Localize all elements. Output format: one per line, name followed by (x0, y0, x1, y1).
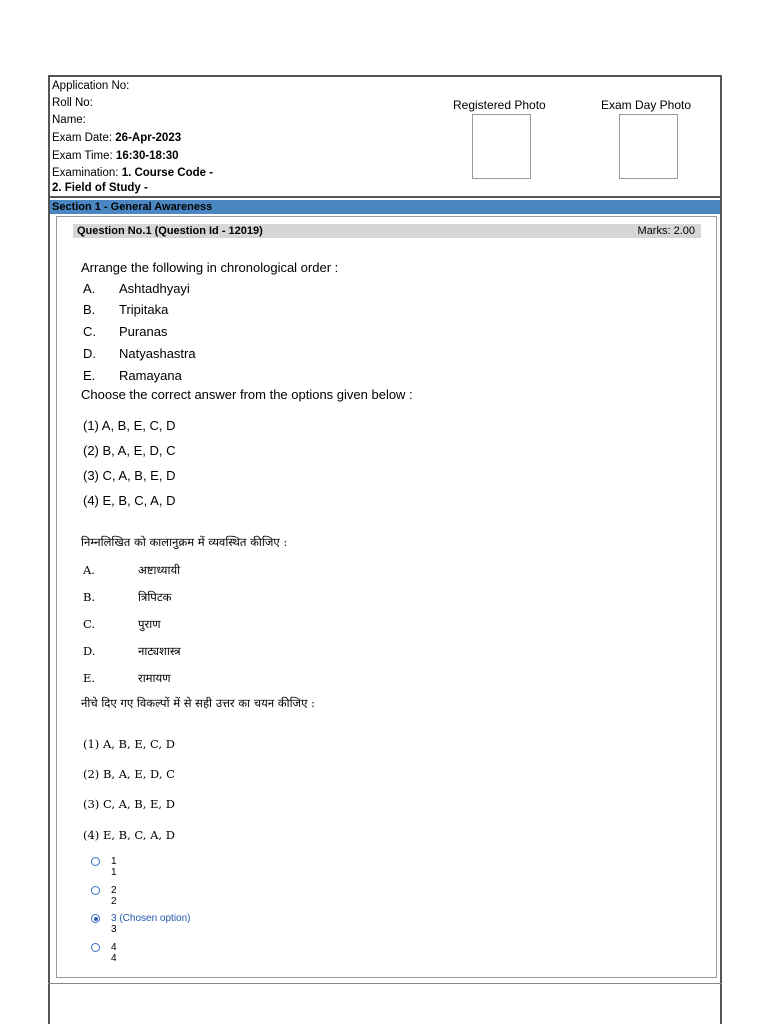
item-text: Tripitaka (119, 302, 169, 317)
chosen-option-tag: (Chosen option) (119, 913, 191, 924)
option-2-label: 2 2 (111, 885, 117, 907)
exam-date: Exam Date: 26-Apr-2023 (52, 132, 182, 144)
item-text-hindi: नाट्यशास्त्र (138, 644, 181, 658)
field-of-study: 2. Field of Study - (52, 182, 148, 194)
item-text: Natyashastra (119, 346, 196, 361)
candidate-name: Name: (52, 114, 86, 126)
question-instruction-hindi: नीचे दिए गए विकल्पों में से सही उत्तर का चयन कीजिए : (81, 696, 315, 710)
item-letter: D. (83, 346, 96, 361)
section-title: Section 1 - General Awareness (50, 200, 720, 214)
question-prompt: Arrange the following in chronological order : (81, 260, 339, 275)
candidate-header (50, 78, 720, 196)
item-letter: C. (83, 324, 96, 339)
item-letter-hindi: A. (83, 563, 95, 577)
divider (50, 196, 720, 198)
roll-no: Roll No: (52, 97, 93, 109)
item-letter-hindi: B. (83, 590, 96, 604)
answer-choice: (4) E, B, C, A, D (83, 493, 176, 508)
answer-choice-hindi: (4) E, B, C, A, D (83, 828, 175, 842)
option-4-label: 4 4 (111, 942, 117, 964)
question-prompt-hindi: निम्नलिखित को कालानुक्रम में व्यवस्थित कीजिए : (81, 535, 288, 549)
item-text-hindi: अष्टाध्यायी (138, 563, 181, 577)
exam-day-photo (619, 114, 678, 179)
application-no: Application No: (52, 80, 130, 92)
item-text: Puranas (119, 324, 168, 339)
item-text: Ramayana (119, 368, 182, 383)
answer-choice: (3) C, A, B, E, D (83, 468, 176, 483)
option-1-radio[interactable] (91, 857, 100, 866)
question-header-bar (73, 224, 701, 238)
option-3-radio[interactable] (91, 914, 100, 923)
answer-choice-hindi: (3) C, A, B, E, D (83, 797, 175, 811)
option-2-radio[interactable] (91, 886, 100, 895)
item-letter: E. (83, 368, 96, 383)
item-text-hindi: पुराण (138, 617, 161, 631)
examination: Examination: 1. Course Code - (52, 167, 214, 179)
answer-choice-hindi: (2) B, A, E, D, C (83, 767, 175, 781)
option-4-radio[interactable] (91, 943, 100, 952)
item-text-hindi: त्रिपिटक (138, 590, 172, 604)
option-3-label: 3 (Chosen option) 3 (111, 913, 191, 935)
divider (48, 983, 722, 984)
item-letter: A. (83, 281, 96, 296)
exam-time: Exam Time: 16:30-18:30 (52, 150, 179, 162)
exam-day-photo-label: Exam Day Photo (601, 98, 692, 112)
item-text-hindi: रामायण (138, 671, 171, 685)
option-1-label: 1 1 (111, 856, 117, 878)
item-letter-hindi: D. (83, 644, 96, 658)
registered-photo (472, 114, 531, 179)
answer-choice-hindi: (1) A, B, E, C, D (83, 737, 175, 751)
answer-choice: (1) A, B, E, C, D (83, 418, 176, 433)
item-text: Ashtadhyayi (119, 281, 190, 296)
item-letter: B. (83, 302, 96, 317)
answer-choice: (2) B, A, E, D, C (83, 443, 176, 458)
question-marks: Marks: 2.00 (637, 225, 695, 237)
registered-photo-label: Registered Photo (453, 98, 546, 112)
question-instruction: Choose the correct answer from the options given below : (81, 387, 413, 402)
item-letter-hindi: C. (83, 617, 96, 631)
item-letter-hindi: E. (83, 671, 96, 685)
question-id: Question No.1 (Question Id - 12019) (77, 225, 263, 237)
